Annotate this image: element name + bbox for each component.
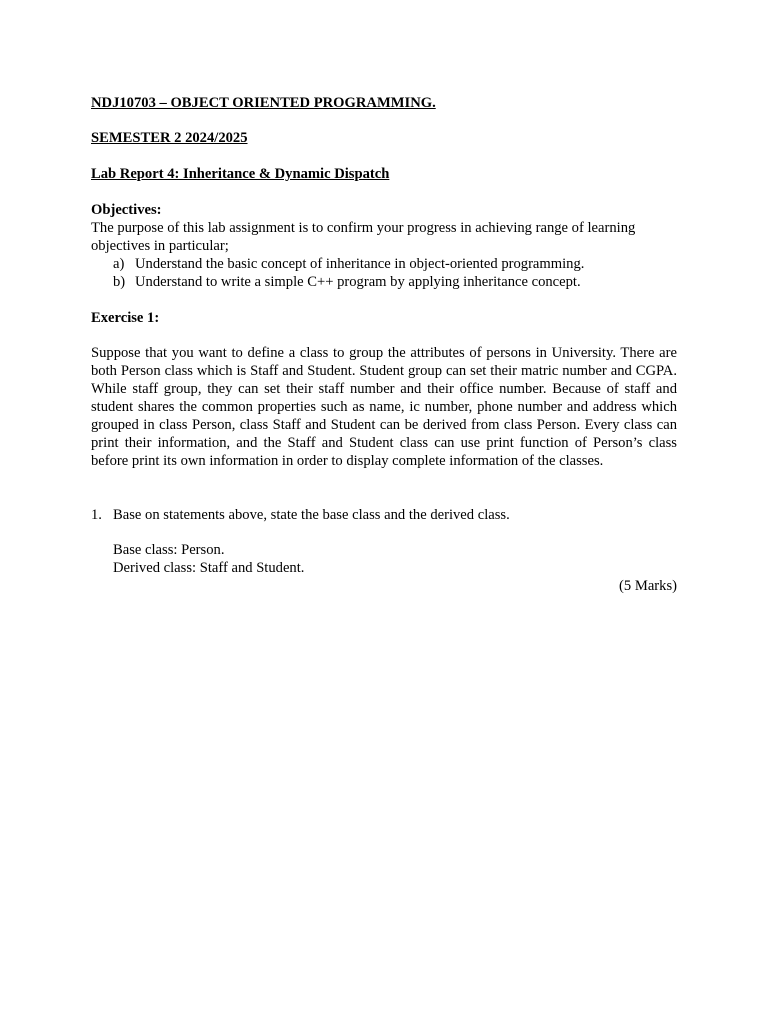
- answer-derived-class: Derived class: Staff and Student.: [113, 560, 305, 576]
- objective-marker: a): [113, 256, 125, 272]
- objectives-heading: Objectives:: [91, 202, 162, 218]
- objective-item: [113, 273, 677, 291]
- objective-text: Understand the basic concept of inheritance in object-oriented programming.: [135, 256, 585, 272]
- question-text: Base on statements above, state the base class and the derived class.: [113, 507, 510, 523]
- objective-item: [113, 255, 677, 273]
- course-title: NDJ10703 – OBJECT ORIENTED PROGRAMMING.: [91, 95, 436, 111]
- exercise-heading: Exercise 1:: [91, 310, 160, 326]
- document-content: [91, 94, 677, 595]
- question-marker: 1.: [91, 507, 102, 523]
- exercise-paragraph: Suppose that you want to define a class to group the attributes of persons in University. There are both Person class which is Staff and Student. Student group can set their matric number and CGPA. While staff group, they can set their staff number and their office number. Because of staff and student shares the common properties such as name, ic number, phone number and address which grouped in class Person, class Staff and Student can be derived from class Person. Every class can print their information, and the Staff and Student class can use print function of Person’s class before print its own information in order to display complete information of the classes.: [91, 345, 677, 469]
- objective-marker: b): [113, 274, 126, 290]
- semester-title: SEMESTER 2 2024/2025: [91, 130, 248, 146]
- objectives-list: [91, 255, 677, 291]
- question-item: [91, 506, 677, 524]
- answer-base-class: Base class: Person.: [113, 542, 225, 558]
- marks-label: (5 Marks): [619, 578, 677, 594]
- lab-title: Lab Report 4: Inheritance & Dynamic Dispatch: [91, 166, 390, 182]
- objectives-intro: The purpose of this lab assignment is to confirm your progress in achieving range of learning objectives in particular;: [91, 220, 636, 254]
- questions-list: [91, 506, 677, 524]
- objective-text: Understand to write a simple C++ program by applying inheritance concept.: [135, 274, 581, 290]
